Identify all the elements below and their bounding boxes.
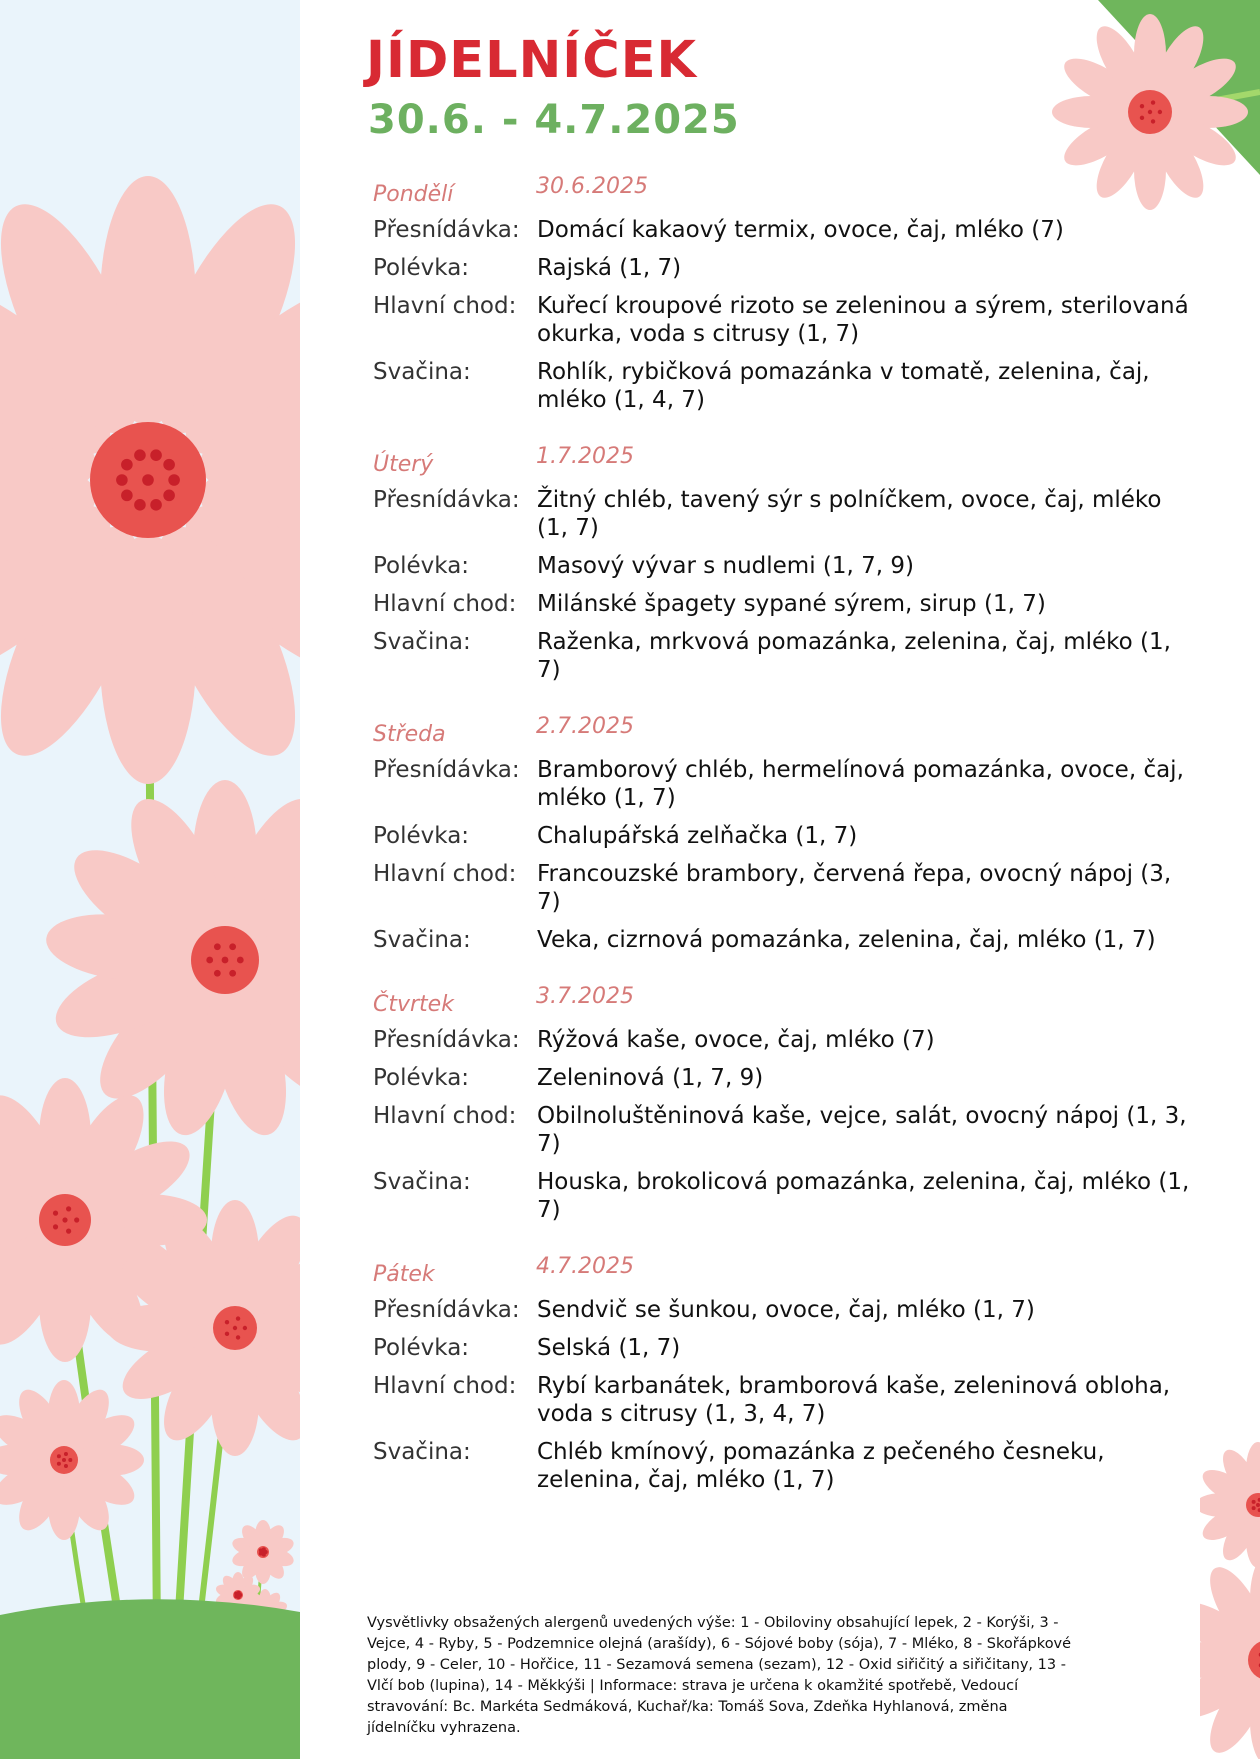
meal-description: Rohlík, rybičková pomazánka v tomatě, zelenina, čaj, mléko (1, 4, 7) — [537, 359, 1150, 413]
day-header — [373, 1254, 1193, 1288]
flower-seed-dot — [1151, 100, 1155, 104]
flower-seed-dot — [64, 1452, 68, 1456]
flower-seed-dot — [57, 1454, 61, 1458]
meal-row — [373, 1296, 1193, 1324]
meal-description: Sendvič se šunkou, ovoce, čaj, mléko (1, 7) — [537, 1297, 1035, 1323]
day-header — [373, 984, 1193, 1018]
weekly-menu — [373, 174, 1193, 1524]
meal-label: Polévka: — [373, 823, 470, 849]
day-date: 2.7.2025 — [536, 714, 634, 739]
meal-row — [373, 1026, 1193, 1054]
edge-flower — [1200, 1554, 1260, 1759]
meal-row — [373, 1334, 1193, 1362]
meal-row — [373, 756, 1193, 812]
flower-seed-dot — [225, 1320, 229, 1324]
medium-flower — [42, 780, 300, 1142]
meal-description: Obilnoluštěninová kaše, vejce, salát, ovocný nápoj (1, 3, 7) — [537, 1103, 1187, 1157]
meal-row — [373, 822, 1193, 850]
flower-seed-dot — [74, 1217, 79, 1222]
day-name: Pátek — [373, 1262, 435, 1287]
meal-row — [373, 552, 1193, 580]
day-date: 3.7.2025 — [536, 984, 634, 1009]
meal-label: Přesnídávka: — [373, 217, 520, 243]
flower-seed-dot — [66, 1229, 71, 1234]
meal-row — [373, 358, 1193, 414]
flower-illustration-panel — [0, 0, 300, 1759]
flowers-illustration — [0, 0, 300, 1759]
meal-label: Polévka: — [373, 255, 470, 281]
meal-label: Přesnídávka: — [373, 757, 520, 783]
meal-row — [373, 860, 1193, 916]
meal-label: Polévka: — [373, 553, 470, 579]
day-date: 1.7.2025 — [536, 444, 634, 469]
flower-seed-dot — [134, 499, 146, 511]
flower-seed-dot — [214, 943, 221, 950]
tiny-flower — [0, 1380, 144, 1540]
meal-label: Polévka: — [373, 1065, 470, 1091]
flower-seed-dot — [62, 1217, 67, 1222]
page-title: JÍDELNÍČEK — [366, 31, 698, 90]
meal-row — [373, 590, 1193, 618]
meal-row — [373, 292, 1193, 348]
meal-label: Hlavní chod: — [373, 293, 517, 319]
flower-seed-dot — [229, 943, 236, 950]
meal-description: Zeleninová (1, 7, 9) — [537, 1065, 764, 1091]
meal-description: Masový vývar s nudlemi (1, 7, 9) — [537, 553, 915, 579]
week-date-range: 30.6. - 4.7.2025 — [368, 97, 740, 143]
meal-description: Bramborový chléb, hermelínová pomazánka, ovoce, čaj, mléko (1, 7) — [537, 757, 1184, 811]
meal-description: Francouzské brambory, červená řepa, ovocný nápoj (3, 7) — [537, 861, 1172, 915]
meal-row — [373, 1064, 1193, 1092]
day-name: Středa — [373, 722, 446, 747]
flower-seed-dot — [121, 459, 133, 471]
flower-seed-dot — [121, 490, 133, 502]
flower-seed-dot — [225, 1332, 229, 1336]
meal-row — [373, 486, 1193, 542]
meal-row — [373, 1168, 1193, 1224]
meal-label: Přesnídávka: — [373, 1297, 520, 1323]
day-name: Úterý — [373, 452, 434, 477]
meal-label: Polévka: — [373, 1335, 470, 1361]
flower-seed-dot — [236, 1593, 240, 1597]
flower-seed-dot — [53, 1211, 58, 1216]
meal-label: Přesnídávka: — [373, 1027, 520, 1053]
meal-description: Milánské špagety sypané sýrem, sirup (1, 7) — [537, 591, 1046, 617]
meal-row — [373, 1102, 1193, 1158]
meal-description: Rybí karbanátek, bramborová kaše, zeleninová obloha, voda s citrusy (1, 3, 4, 7) — [537, 1373, 1171, 1427]
flower-seed-dot — [1140, 104, 1144, 108]
meal-label: Svačina: — [373, 1439, 471, 1465]
meal-label: Svačina: — [373, 359, 471, 385]
flower-seed-dot — [66, 1206, 71, 1211]
day-date: 4.7.2025 — [536, 1254, 634, 1279]
meal-description: Raženka, mrkvová pomazánka, zelenina, čaj, mléko (1, 7) — [537, 629, 1171, 683]
flower-seed-dot — [214, 970, 221, 977]
flower-seed-dot — [57, 1462, 61, 1466]
meal-row — [373, 254, 1193, 282]
flower-seed-dot — [236, 1316, 240, 1320]
flower-edge-illustration — [1200, 1440, 1260, 1759]
meal-row — [373, 1372, 1193, 1428]
day-header — [373, 714, 1193, 748]
meal-description: Chléb kmínový, pomazánka z pečeného česneku, zelenina, čaj, mléko (1, 7) — [537, 1439, 1105, 1493]
flower-seed-dot — [134, 449, 146, 461]
meal-description: Veka, cizrnová pomazánka, zelenina, čaj, mléko (1, 7) — [537, 927, 1156, 953]
day-section — [373, 444, 1193, 684]
flower-seed-dot — [150, 449, 162, 461]
meal-label: Svačina: — [373, 927, 471, 953]
meal-row — [373, 216, 1193, 244]
meal-label: Svačina: — [373, 629, 471, 655]
flower-seed-dot — [1256, 1503, 1260, 1507]
meal-label: Svačina: — [373, 1169, 471, 1195]
flower-seed-dot — [261, 1550, 265, 1554]
meal-description: Rajská (1, 7) — [537, 255, 682, 281]
flower-seed-dot — [163, 490, 175, 502]
flower-seed-dot — [62, 1458, 66, 1462]
allergen-legend: Vysvětlivky obsažených alergenů uvedených výše: 1 - Obiloviny obsahující lepek, 2 - Korýši, 3 - Vejce, 4 - Ryby, 5 - Podzemnice olejná (arašídy), 6 - Sójové boby (sója), 7 - Mléko, 8 - Skořápkové plody, 9 - Celer, 10 - Hořčice, 11 - Sezamová semena (sezam), 12 - Oxid siřičitý a siřičitany, 13 - Vlčí bob (lupina), 14 - Měkkýši | Informace: strava je určena k okamžité spotřebě, Vedoucí stravování: Bc. Markéta Sedmáková, Kuchař/ka: Tomáš Sova, Zdeňka Hyhlanová, změna jídelníčku vyhrazena. — [367, 1615, 1072, 1736]
flower-seed-dot — [1252, 1506, 1256, 1510]
flower-seed-dot — [233, 1326, 237, 1330]
flower-seed-dot — [1158, 110, 1162, 114]
flower-seed-dot — [53, 1224, 58, 1229]
flower-seed-dot — [1151, 119, 1155, 123]
day-section — [373, 714, 1193, 954]
day-section — [373, 174, 1193, 414]
flower-seed-dot — [206, 957, 213, 964]
meal-description: Rýžová kaše, ovoce, čaj, mléko (7) — [537, 1027, 935, 1053]
flower-seed-dot — [116, 474, 128, 486]
flower-seed-dot — [237, 957, 244, 964]
flower-seed-dot — [236, 1335, 240, 1339]
day-name: Pondělí — [373, 182, 454, 207]
meal-description: Selská (1, 7) — [537, 1335, 681, 1361]
flower-seed-dot — [168, 474, 180, 486]
flower-seed-dot — [150, 499, 162, 511]
meal-row — [373, 628, 1193, 684]
meal-label: Hlavní chod: — [373, 1373, 517, 1399]
day-name: Čtvrtek — [373, 992, 454, 1017]
day-section — [373, 1254, 1193, 1494]
flower-seed-dot — [1140, 116, 1144, 120]
flower-seed-dot — [1252, 1500, 1256, 1504]
meal-description: Domácí kakaový termix, ovoce, čaj, mléko (7) — [537, 217, 1064, 243]
flower-seed-dot — [142, 474, 154, 486]
right-edge-decoration — [1200, 1440, 1260, 1759]
grass-hill — [0, 1599, 300, 1759]
meal-description: Chalupářská zelňačka (1, 7) — [537, 823, 858, 849]
meal-label: Přesnídávka: — [373, 487, 520, 513]
large-flower — [0, 176, 300, 784]
meal-label: Hlavní chod: — [373, 1103, 517, 1129]
flower-seed-dot — [163, 459, 175, 471]
flower-seed-dot — [243, 1326, 247, 1330]
meal-description: Houska, brokolicová pomazánka, zelenina, čaj, mléko (1, 7) — [537, 1169, 1190, 1223]
meal-description: Kuřecí kroupové rizoto se zeleninou a sýrem, sterilovaná okurka, voda s citrusy (1, 7) — [537, 293, 1189, 347]
day-header — [373, 174, 1193, 208]
meal-row — [373, 926, 1193, 954]
meal-row — [373, 1438, 1193, 1494]
meal-description: Žitný chléb, tavený sýr s polníčkem, ovoce, čaj, mléko (1, 7) — [537, 487, 1162, 541]
meal-label: Hlavní chod: — [373, 591, 517, 617]
day-date: 30.6.2025 — [536, 174, 648, 199]
meal-label: Hlavní chod: — [373, 861, 517, 887]
flower-seed-dot — [222, 957, 229, 964]
flower-seed-dot — [1148, 110, 1152, 114]
day-header — [373, 444, 1193, 478]
flower-seed-dot — [64, 1464, 68, 1468]
flower-seed-dot — [229, 970, 236, 977]
edge-flower — [1200, 1442, 1260, 1568]
flower-seed-dot — [68, 1458, 72, 1462]
day-section — [373, 984, 1193, 1224]
